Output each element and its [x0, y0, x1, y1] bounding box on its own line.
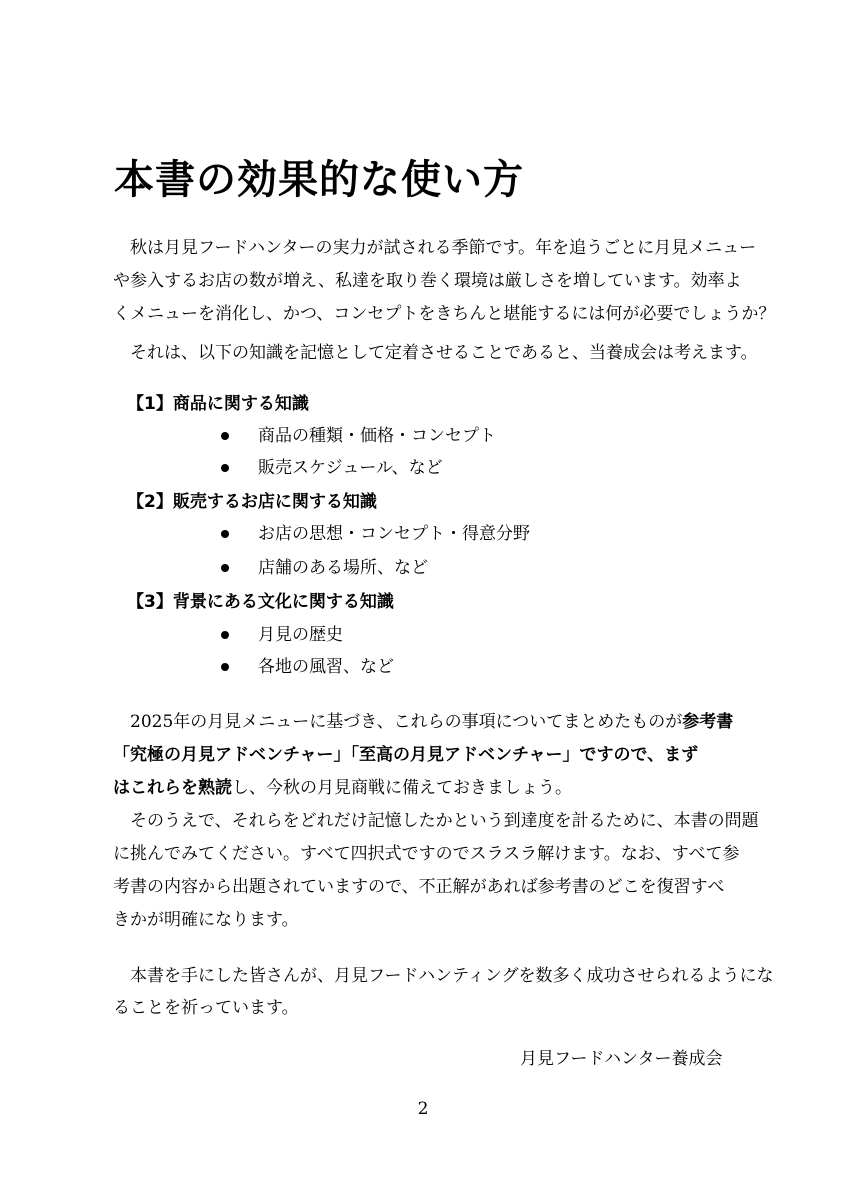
- paragraph-text: し、今秋の月見商戦に備えておきましょう。: [232, 778, 572, 798]
- bullet-icon: [221, 464, 229, 472]
- list-item-text: 店舗のある場所、など: [258, 558, 428, 578]
- paragraph-line: きかが明確になります。: [113, 910, 299, 930]
- list-item-text: 商品の種類・価格・コンセプト: [258, 426, 496, 446]
- bullet-icon: [221, 530, 229, 538]
- section-heading-1: 【1】商品に関する知識: [127, 394, 309, 414]
- intro-line: くメニューを消化し、かつ、コンセプトをきちんと堪能するには何が必要でしょうか？: [113, 304, 776, 324]
- reference-books-line: [113, 739, 733, 771]
- list-item-text: 月見の歴史: [258, 625, 343, 645]
- closing-line: ることを祈っています。: [113, 998, 299, 1018]
- bullet-icon: [221, 663, 229, 671]
- list-item-text: お店の思想・コンセプト・得意分野: [258, 524, 530, 544]
- bullet-icon: [221, 564, 229, 572]
- emphasis-text: はこれらを熟読: [113, 778, 232, 798]
- emphasis-text: 参考書: [682, 712, 734, 732]
- page-title: 本書の効果的な使い方: [114, 157, 524, 203]
- section-heading-3: 【3】背景にある文化に関する知識: [127, 592, 394, 612]
- intro-line: や参入するお店の数が増え、私達を取り巻く環境は厳しさを増しています。効率よ: [113, 271, 742, 291]
- reference-book-titles: 「究極の月見アドベンチャー」「至高の月見アドベンチャー」ですので、まず: [113, 745, 699, 765]
- closing-line: 本書を手にした皆さんが、月見フードハンティングを数多く成功させられるようにな: [130, 966, 774, 986]
- reference-books-line: [113, 772, 733, 804]
- intro-line: 秋は月見フードハンターの実力が試される季節です。年を追うごとに月見メニュー: [130, 238, 757, 258]
- list-item-text: 各地の風習、など: [258, 657, 394, 677]
- reference-books-line: [130, 706, 750, 738]
- section-heading-2: 【2】販売するお店に関する知識: [127, 492, 377, 512]
- signature: 月見フードハンター養成会: [520, 1049, 723, 1069]
- page-number: 2: [417, 1099, 429, 1119]
- bullet-icon: [221, 631, 229, 639]
- intro-line: それは、以下の知識を記憶として定着させることであると、当養成会は考えます。: [130, 343, 758, 363]
- bullet-icon: [221, 432, 229, 440]
- paragraph-line: そのうえで、それらをどれだけ記憶したかという到達度を計るために、本書の問題: [130, 811, 759, 831]
- list-item-text: 販売スケジュール、など: [258, 458, 443, 478]
- paragraph-line: に挑んでみてください。すべて四択式ですのでスラスラ解けます。なお、すべて参: [113, 844, 740, 864]
- paragraph-text: 2025年の月見メニューに基づき、これらの事項についてまとめたものが: [130, 712, 683, 732]
- paragraph-line: 考書の内容から出題されていますので、不正解があれば参考書のどこを復習すべ: [113, 877, 725, 897]
